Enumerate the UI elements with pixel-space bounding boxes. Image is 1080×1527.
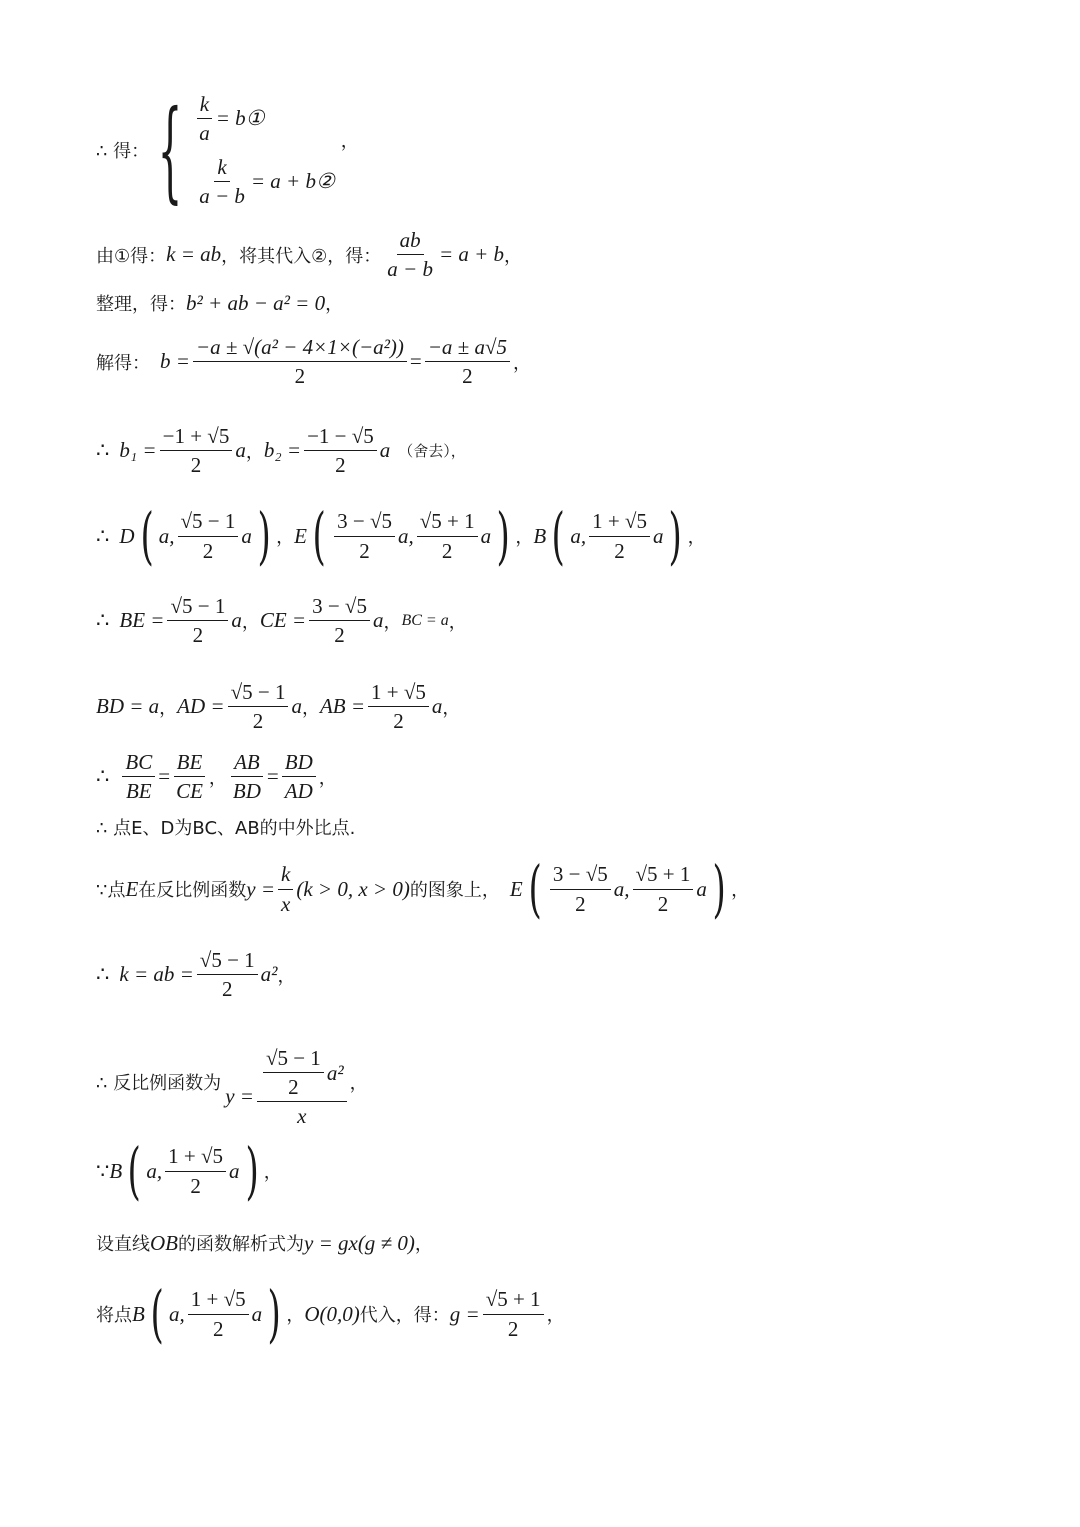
numerator: k	[278, 862, 293, 889]
denominator: 2	[334, 623, 345, 648]
fraction	[122, 750, 155, 803]
numerator: BC	[122, 750, 155, 777]
math: b₂ =	[263, 438, 302, 463]
fraction	[550, 862, 611, 915]
comma: ，	[245, 441, 264, 463]
fraction	[304, 424, 377, 477]
text: 在反比例函数	[138, 880, 247, 901]
math: AB =	[319, 694, 366, 719]
point-label: B	[109, 1158, 123, 1183]
fraction	[417, 509, 478, 562]
text: ，	[504, 245, 523, 267]
math: OB	[150, 1230, 178, 1255]
fraction	[368, 680, 429, 733]
line-conclusion	[96, 814, 355, 840]
equation-1	[193, 92, 335, 145]
equals: =	[409, 349, 422, 374]
text: ，	[512, 352, 531, 374]
denominator: 2	[252, 709, 264, 734]
fraction	[384, 228, 436, 281]
point-label: B	[533, 523, 547, 548]
numerator: −1 + √5	[160, 424, 233, 451]
equation-system	[193, 92, 335, 209]
denominator: 2	[441, 538, 453, 563]
numerator: 1 + √5	[165, 1144, 226, 1171]
denominator: 2	[221, 977, 233, 1002]
math: a	[379, 438, 391, 463]
line-point-b: ∵ B ( a, $\frac{1 + √5}{2}$ a ) ，	[96, 1134, 282, 1207]
math: y =	[246, 876, 276, 901]
fraction	[483, 1287, 544, 1340]
line-solve	[96, 335, 531, 388]
therefore: ∴	[96, 962, 110, 987]
denominator: 2	[212, 1316, 224, 1341]
fraction	[334, 509, 395, 562]
line-lengths-1: ∴ BE = $\frac{√5 - 1}{2}$ a ， CE = $\frac{3 - √5}{2}$ a ， BC = a ，	[96, 594, 467, 648]
numerator: BD	[282, 750, 316, 777]
text: 由①得：	[96, 245, 167, 267]
numerator: √5 − 1	[178, 509, 239, 536]
because: ∵	[96, 1158, 110, 1183]
text: ∵点	[96, 880, 126, 901]
denominator: a − b	[199, 184, 245, 209]
note: （舍去），	[398, 442, 466, 461]
point-label: B	[132, 1301, 145, 1326]
fraction	[173, 750, 206, 803]
text: 设直线	[96, 1234, 150, 1255]
denominator: x	[281, 891, 291, 916]
line-lengths-2: BD = a ， AD = $\frac{√5 - 1}{2}$ a ， AB = $\frac{1 + √5}{2}$ a ，	[96, 680, 461, 734]
denominator: 2	[393, 709, 404, 734]
math: = a + b	[438, 242, 505, 267]
math: CE =	[259, 608, 307, 633]
numerator: 3 − √5	[550, 862, 611, 889]
point-label: E	[294, 523, 307, 548]
line-system	[96, 86, 359, 215]
math: BE =	[119, 608, 165, 633]
denominator: x	[297, 1104, 307, 1129]
numerator: √5 − 1	[228, 680, 289, 707]
fraction	[167, 594, 228, 647]
numerator: −1 − √5	[304, 424, 377, 451]
numerator: 1 + √5	[368, 680, 429, 707]
text: ，将其代入②，得：	[221, 245, 382, 267]
math: b² + ab − a² = 0	[186, 290, 326, 315]
comma: ，	[340, 131, 359, 153]
numerator: √5 + 1	[483, 1287, 544, 1314]
text: ∴ 反比例函数为	[96, 1073, 222, 1095]
line-inverse-function: ∵点 E 在反比例函数 y = $\frac{k}{x}$ (k > 0, x > 0) 的图象上， E ( $\frac{3 - √5}{2}$ a, $\frac{√5 + 1}{2}$ a ) ，	[96, 852, 750, 925]
numerator: √5 − 1	[197, 948, 258, 975]
denominator: 2	[575, 891, 586, 916]
denominator: 2	[359, 538, 370, 563]
math: b₁ =	[119, 438, 157, 463]
denominator: a	[199, 121, 210, 146]
numerator: √5 + 1	[633, 862, 694, 889]
denominator: 2	[462, 364, 473, 389]
rhs: = a + b②	[250, 169, 335, 194]
point-label: E	[125, 876, 139, 901]
fraction	[178, 509, 239, 562]
therefore: ∴	[96, 764, 110, 789]
numerator: 1 + √5	[188, 1287, 249, 1314]
numerator: 3 − √5	[309, 594, 370, 621]
text: 代入，得：	[359, 1305, 450, 1326]
math: y = gx(g ≠ 0)	[304, 1230, 415, 1255]
math: BC = a	[401, 611, 449, 629]
math: a	[235, 438, 246, 463]
numerator: 1 + √5	[589, 509, 650, 536]
denominator: 2	[507, 1316, 519, 1341]
fraction	[196, 155, 248, 208]
text: 解得：	[96, 352, 150, 374]
text: 将点	[96, 1305, 132, 1326]
line-ob-setup: 设直线 OB 的函数解析式为 y = gx(g ≠ 0) ，	[96, 1230, 433, 1255]
numerator: −a ± a√5	[425, 335, 510, 362]
line-ratios: ∴ $\frac{BC}{BE}$ = $\frac{BE}{CE}$ ， $\frac{AB}{BD}$ = $\frac{BD}{AD}$ ，	[96, 750, 337, 804]
point-label: D	[119, 523, 135, 548]
therefore: ∴	[96, 608, 110, 633]
text: 的图象上，	[409, 880, 500, 901]
rhs: = b①	[215, 106, 265, 131]
math: b =	[160, 349, 190, 374]
numerator: ab	[397, 228, 424, 255]
fraction	[257, 1046, 347, 1128]
denominator: 2	[192, 623, 204, 648]
numerator: BE	[174, 750, 206, 777]
fraction	[228, 680, 289, 733]
numerator: −a ± √(a² − 4×1×(−a²))	[193, 335, 407, 362]
numerator: √5 − 1	[263, 1046, 324, 1073]
fraction	[425, 335, 510, 388]
text: 的函数解析式为	[178, 1234, 304, 1255]
fraction	[193, 335, 407, 388]
fraction	[188, 1287, 249, 1340]
denominator: BD	[232, 779, 261, 804]
line-function-expression: ∴ 反比例函数为 y = $\frac{√5 - 1}{2}$ a² x ，	[96, 1046, 368, 1129]
text: 整理，得：	[96, 294, 186, 315]
denominator: 2	[657, 891, 669, 916]
math: g =	[449, 1301, 480, 1326]
math: O(0,0)	[304, 1301, 360, 1326]
fraction	[196, 92, 213, 145]
denominator: 2	[288, 1075, 299, 1100]
fraction	[197, 948, 258, 1001]
text: ∴ 点E、D为BC、AB的中外比点.	[96, 818, 356, 839]
fraction	[278, 862, 293, 915]
math: BD = a	[96, 694, 160, 719]
denominator: AD	[284, 779, 313, 804]
text: ，	[325, 294, 344, 315]
math: k = ab	[166, 242, 222, 267]
equation-2	[193, 155, 335, 208]
fraction	[633, 862, 694, 915]
math: AD =	[177, 694, 225, 719]
math: (k > 0, x > 0)	[296, 876, 410, 901]
denominator: BE	[125, 779, 152, 804]
therefore-label: ∴ 得：	[96, 141, 150, 163]
denominator: 2	[294, 364, 306, 389]
denominator: 2	[202, 538, 214, 563]
fraction	[282, 750, 316, 803]
line-simplify	[96, 290, 343, 316]
line-ob-solve: 将点 B ( a, $\frac{1 + √5}{2}$ a ) ， O(0,0) 代入，得： g = $\frac{√5 + 1}{2}$ ，	[96, 1277, 565, 1350]
math: a²	[260, 962, 278, 987]
numerator: k	[214, 155, 229, 182]
denominator: 2	[614, 538, 625, 563]
line-substitute	[96, 228, 522, 281]
denominator: 2	[335, 453, 346, 478]
line-k-value: ∴ k = ab = $\frac{√5 - 1}{2}$ a² ，	[96, 948, 296, 1002]
math: a²	[326, 1060, 344, 1085]
fraction	[589, 509, 650, 562]
numerator	[257, 1046, 347, 1102]
numerator: √5 − 1	[167, 594, 228, 621]
numerator: k	[197, 92, 212, 119]
therefore: ∴	[96, 523, 110, 548]
denominator: 2	[190, 1173, 201, 1198]
line-roots	[96, 424, 466, 477]
numerator: 3 − √5	[334, 509, 395, 536]
left-brace: {	[157, 86, 183, 215]
denominator: CE	[176, 779, 203, 804]
denominator: 2	[190, 453, 202, 478]
fraction	[230, 750, 264, 803]
numerator: AB	[231, 750, 263, 777]
denominator: a − b	[387, 257, 433, 282]
math: y =	[225, 1083, 254, 1108]
math: k = ab =	[119, 962, 194, 987]
fraction	[165, 1144, 226, 1197]
fraction	[309, 594, 370, 647]
line-points: ∴ D ( a, $\frac{√5 - 1}{2}$ a ) ， E ( $\frac{3 - √5}{2}$ a, $\frac{√5 + 1}{2}$ a ) ， B ( a, $\frac{1 + √5}{2}$ a ) ，	[96, 499, 706, 572]
therefore: ∴	[96, 438, 110, 463]
point-label: E	[509, 876, 523, 901]
numerator: √5 + 1	[417, 509, 478, 536]
fraction	[160, 424, 233, 477]
